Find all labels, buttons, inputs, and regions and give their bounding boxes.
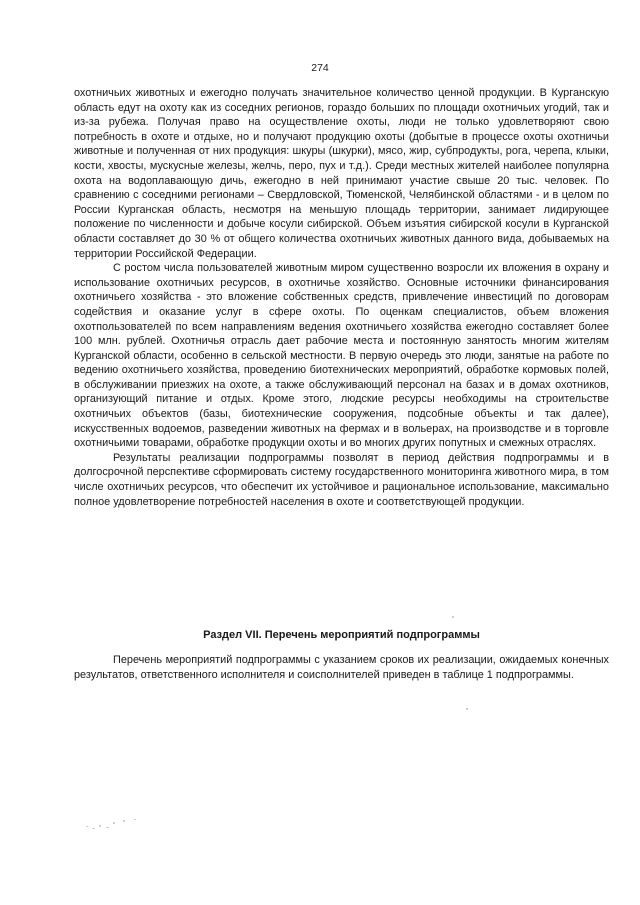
paragraph-measures-list: Перечень мероприятий подпрограммы с указанием сроков их реализации, ожидаемых конечных результатов, ответственного исполнителя и соисполнителей приведен в таблице 1 подпрограммы.	[74, 654, 609, 681]
section-heading: Раздел VII. Перечень мероприятий подпрограммы	[203, 629, 480, 641]
paragraph-hunting-investment: С ростом числа пользователей животным миром существенно возросли их вложения в охрану и использование охотничьих ресурсов, в охотничье хозяйство. Основные источники финансирования охотничьего хозяйства - это вложение собственных средств, привлечение инвестиций по договорам содействия и оказание услуг в сфере охоты. По оценкам специалистов, объем вложения охотпользователей по всем направлениям ведения охотничьего хозяйства ежегодно составляет более 100 млн. рублей. Охотничья отрасль дает рабочие места и постоянную занятость многим жителям Курганской области, особенно в сельской местности. В первую очередь это люди, занятые на работе по ведению охотничьего хозяйства, проведению биотехнических мероприятий, обработке кормовых полей, в обслуживании приезжих на охоте, а также обслуживающий персонал на базах и в домах охотников, организующий питание и отдых. Кроме этого, людские ресурсы необходимы на строительстве охотничьих объектов (базы, биотехнические сооружения, подсобные объекты и так далее), искусственных водоемов, разведении животных на фермах и в вольерах, на производстве и в торговле охотничьими товарами, обработке продукции охоты и во многих других попутных и смежных отраслях.	[74, 262, 609, 450]
scan-speck	[86, 826, 88, 827]
body-text	[74, 86, 609, 509]
scan-speck	[123, 820, 125, 822]
page-number: 274	[311, 62, 329, 74]
section-body	[74, 653, 609, 682]
scan-speck	[466, 708, 468, 710]
scan-speck	[106, 827, 109, 828]
scan-speck	[92, 828, 95, 829]
scan-speck	[99, 825, 101, 827]
scan-speck	[113, 822, 115, 824]
paragraph-program-results: Результаты реализации подпрограммы позволят в период действия подпрограммы и в долгосрочной перспективе сформировать систему государственного мониторинга животного мира, в том числе охотничьих ресурсов, что обеспечит их устойчивое и рациональное использование, максимально полное удовлетворение потребностей населения в охоте и соответствующей продукции.	[74, 451, 609, 508]
scan-speck	[452, 616, 454, 618]
scan-speck	[134, 819, 136, 820]
paragraph-hunting-popularity: охотничьих животных и ежегодно получать значительное количество ценной продукции. В Курганскую область едут на охоту как из соседних регионов, гораздо больших по площади охотничьих угодий, так и из-за рубежа. Получая право на осуществление охоты, люди не только удовлетворяют свою потребность в охоте и отдыхе, но и получают продукцию охоты (добытые в процессе охоты охотничьи животные и полученная от них продукция: шкуры (шкурки), мясо, жир, субпродукты, рога, черепа, клыки, кости, хвосты, мускусные железы, желчь, перо, пух и т.д.). Среди местных жителей наиболее популярна охота на водоплавающую дичь, ежегодно в ней принимают участие свыше 20 тыс. человек. По сравнению с соседними регионами – Свердловской, Тюменской, Челябинской областями - и в целом по России Курганская область, несмотря на меньшую площадь территории, занимает лидирующее положение по численности и добыче косули сибирской. Объем изъятия сибирской косули в Курганской области составляет до 30 % от общего количества охотничьих животных данного вида, добываемых на территории Российской Федерации.	[74, 87, 609, 260]
